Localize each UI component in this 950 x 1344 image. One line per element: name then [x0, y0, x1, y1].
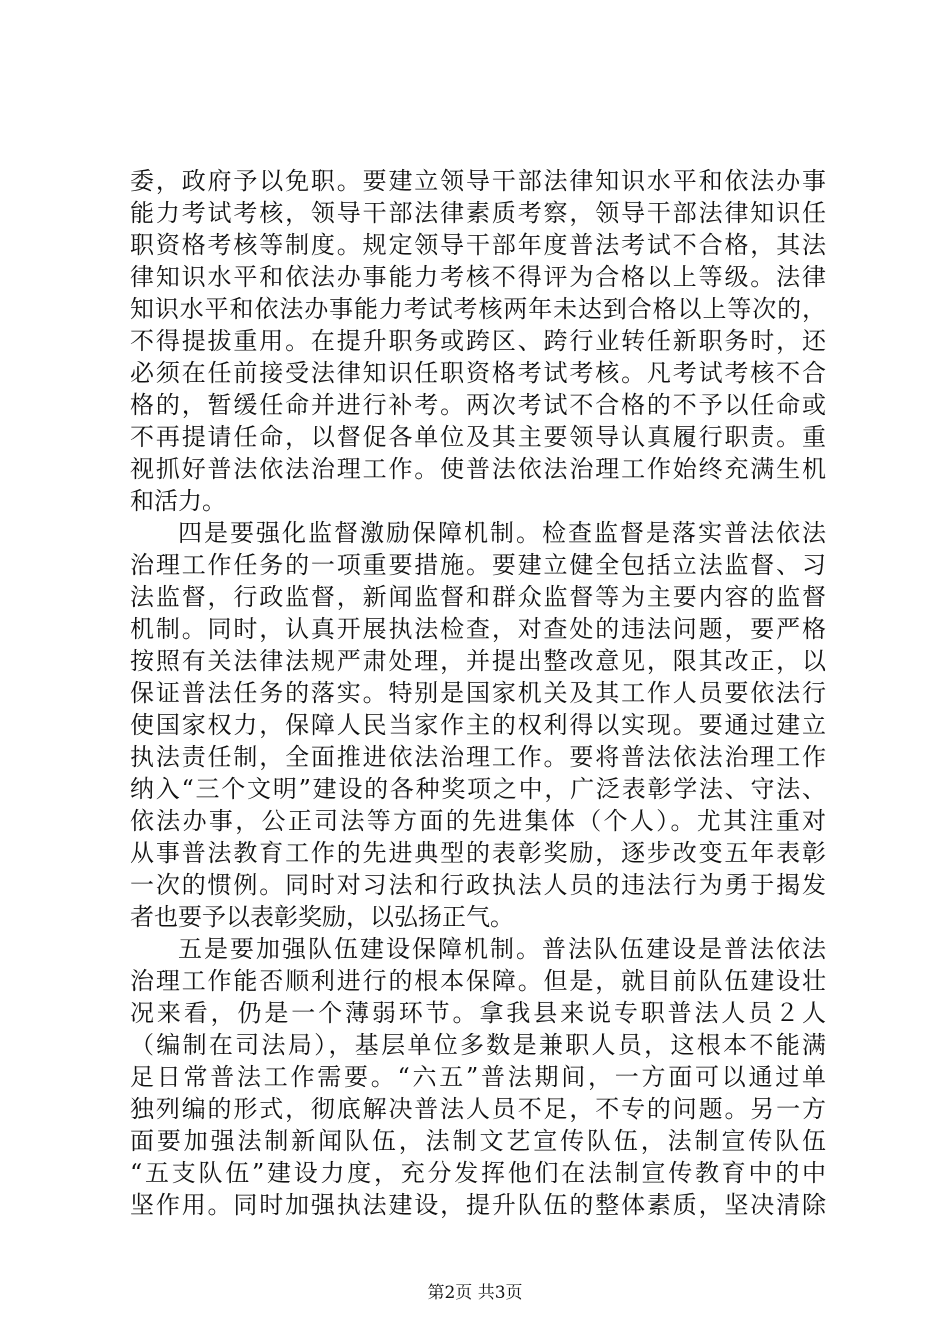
- text-line: 依法办事，公正司法等方面的先进集体（个人）。尤其注重对: [130, 807, 826, 835]
- text-line: 格的，暂缓任命并进行补考。两次考试不合格的不予以任命或: [130, 391, 826, 419]
- text-line: 机制。同时，认真开展执法检查，对查处的违法问题，要严格: [130, 615, 826, 643]
- text-line: 法监督，行政监督，新闻监督和群众监督等为主要内容的监督: [130, 583, 826, 611]
- text-line: 治理工作任务的一项重要措施。要建立健全包括立法监督、习: [130, 551, 826, 579]
- text-line: 况来看，仍是一个薄弱环节。拿我县来说专职普法人员２人: [130, 999, 826, 1027]
- text-line: （编制在司法局），基层单位多数是兼职人员，这根本不能满: [130, 1031, 826, 1059]
- text-line: 者也要予以表彰奖励，以弘扬正气。: [130, 903, 514, 931]
- text-line: 四是要强化监督激励保障机制。检查监督是落实普法依法: [178, 519, 826, 547]
- text-line: 能力考试考核，领导干部法律素质考察，领导干部法律知识任: [130, 199, 826, 227]
- body-text: [130, 165, 826, 1221]
- page-footer: 第2页 共3页: [427, 1283, 523, 1303]
- text-line: 职资格考核等制度。规定领导干部年度普法考试不合格，其法: [130, 231, 826, 259]
- text-line: 律知识水平和依法办事能力考核不得评为合格以上等级。法律: [130, 263, 826, 291]
- text-line: 必须在任前接受法律知识任职资格考试考核。凡考试考核不合: [130, 359, 826, 387]
- text-line: 五是要加强队伍建设保障机制。普法队伍建设是普法依法: [178, 935, 826, 963]
- text-line: 独列编的形式，彻底解决普法人员不足，不专的问题。另一方: [130, 1095, 826, 1123]
- text-line: 委，政府予以免职。要建立领导干部法律知识水平和依法办事: [130, 167, 826, 195]
- text-line: 保证普法任务的落实。特别是国家机关及其工作人员要依法行: [130, 679, 826, 707]
- text-line: 纳入“三个文明”建设的各种奖项之中，广泛表彰学法、守法、: [130, 775, 826, 803]
- text-line: 坚作用。同时加强执法建设，提升队伍的整体素质，坚决清除: [130, 1191, 826, 1219]
- text-line: 知识水平和依法办事能力考试考核两年未达到合格以上等次的，: [130, 295, 826, 323]
- text-line: 足日常普法工作需要。“六五”普法期间，一方面可以通过单: [130, 1063, 826, 1091]
- text-line: 执法责任制，全面推进依法治理工作。要将普法依法治理工作: [130, 743, 826, 771]
- text-line: 面要加强法制新闻队伍，法制文艺宣传队伍，法制宣传队伍: [130, 1127, 826, 1155]
- text-line: “五支队伍”建设力度，充分发挥他们在法制宣传教育中的中: [130, 1159, 826, 1187]
- text-line: 从事普法教育工作的先进典型的表彰奖励，逐步改变五年表彰: [130, 839, 826, 867]
- text-line: 不再提请任命，以督促各单位及其主要领导认真履行职责。重: [130, 423, 826, 451]
- text-line: 治理工作能否顺利进行的根本保障。但是，就目前队伍建设壮: [130, 967, 826, 995]
- text-line: 不得提拔重用。在提升职务或跨区、跨行业转任新职务时，还: [130, 327, 826, 355]
- text-line: 按照有关法律法规严肃处理，并提出整改意见，限其改正，以: [130, 647, 826, 675]
- text-line: 一次的惯例。同时对习法和行政执法人员的违法行为勇于揭发: [130, 871, 826, 899]
- text-line: 视抓好普法依法治理工作。使普法依法治理工作始终充满生机: [130, 455, 826, 483]
- text-line: 使国家权力，保障人民当家作主的权利得以实现。要通过建立: [130, 711, 826, 739]
- text-line: 和活力。: [130, 487, 226, 515]
